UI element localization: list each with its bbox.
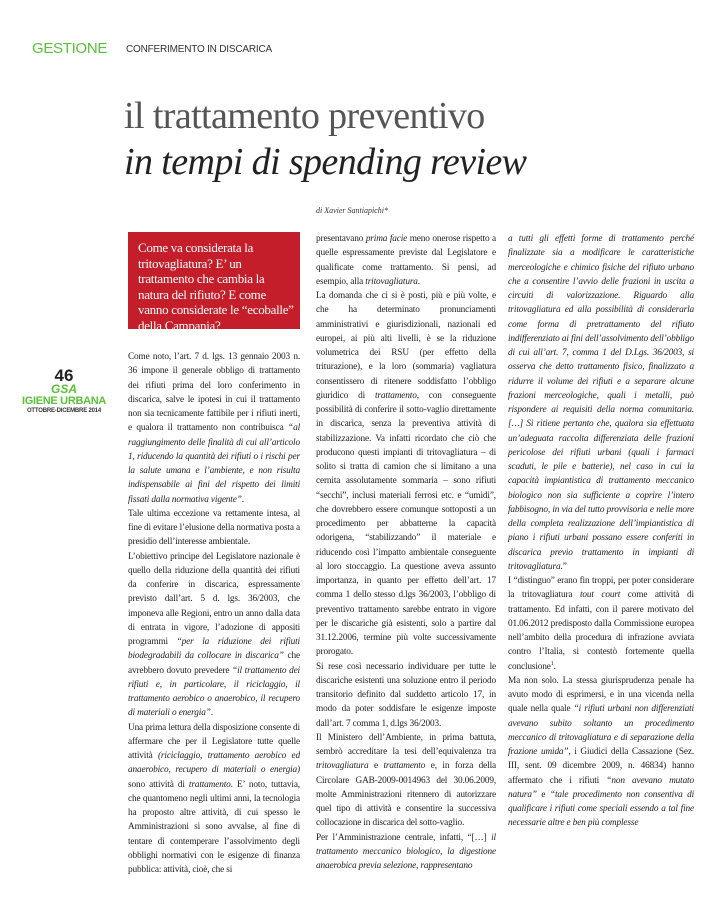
callout-box: Come va considerata la tritovagliatura? E’ un trattamento che cambia la natura del rifiuto? E come vanno considerate le “ecoballe” della Campania? bbox=[128, 232, 300, 329]
emphasis-run: prima facie bbox=[365, 234, 408, 244]
paragraph: Tale ultima eccezione va rettamente intesa, al fine di evitare l’elusione della normativa posta a presidio dell’interesse ambientale. bbox=[128, 508, 300, 548]
page-number: 46 bbox=[54, 366, 74, 385]
paragraph bbox=[316, 289, 496, 660]
emphasis-run: tout court bbox=[579, 590, 621, 601]
text-run: .” bbox=[560, 561, 567, 572]
text-run: meno onerose rispetto a quelle espressamente previste dal Legislatore e qualificate come trattamento. Si pensi, ad esempio, alla bbox=[316, 234, 496, 287]
text-run: e, in forza della Circolare GAB-2009-0014963 del 30.06.2009, molte Amministrazioni ritennero di autorizzare quel tipo di attività e consentire la successiva collocazione in discarica del sotto-vaglio. bbox=[316, 761, 496, 829]
paragraph bbox=[508, 674, 694, 831]
quote-run: “i rifiuti urbani non differenziati avevano subito soltanto un procedimento meccanico di tritovagliatura e di separazione della frazione umida” bbox=[508, 704, 694, 757]
text-run: La domanda che ci si è posti, più e più volte, e che ha determinato pronunciamenti amministrativi e giurisdizionali, nazionali ed europei, ai più alti livelli, è se la riduzione volumetrica dei RSU (per effetto della triturazione), e la loro (sommaria) vagliatura consentissero di ritenere soddisfatto l’obbligo giuridico di bbox=[316, 291, 496, 401]
quote-run: “al raggiungimento delle finalità di cui all’articolo 1, riducendo la quantità dei rifiuti o i rischi per la salute umana e l’ambiente, e non risulta indispensabile ai fini del rispetto dei limiti fissati dalla normativa vigente” bbox=[128, 423, 300, 505]
paragraph bbox=[128, 350, 300, 507]
emphasis-run: trattamento bbox=[188, 779, 231, 790]
quote-run: “non avevano mutato natura” bbox=[508, 775, 694, 800]
quote-run: (riciclaggio, trattamento aerobico ed anaerobico, recupero di materiali o energia) bbox=[128, 751, 300, 776]
paragraph bbox=[316, 731, 496, 831]
text-run: Per l’Amministrazione centrale, infatti, “[…] bbox=[316, 832, 492, 843]
text-run: . E’ noto, tuttavia, che quantomeno negli ultimi anni, la tecnologia ha proposto altre attività, di cui spesso le Amministrazioni si sono avvalse, al fine di tentare di contemperare l’assolvimento degli obblighi normativi con le esigenze di finanza pubblica: attività, cioè, che si bbox=[128, 779, 300, 875]
text-run: Come noto, l’art. 7 d. lgs. 13 gennaio 2003 n. 36 impone il generale obbligo di trattamento dei rifiuti prima del loro conferimento in discarica, salve le ipotesi in cui il trattamento non sia tecnicamente fattibile per i rifiuti inerti, e qualora il trattamento non contribuisca bbox=[128, 352, 300, 434]
text-run: sono attività di bbox=[128, 779, 189, 790]
issue-date: OTTOBRE-DICEMBRE 2014 bbox=[26, 408, 102, 414]
emphasis-run: trattamento bbox=[374, 390, 417, 401]
text-run: che avrebbero dovuto prevedere bbox=[128, 651, 300, 676]
article-title-line1: il trattamento preventivo bbox=[124, 95, 485, 137]
quote-run: a tutti gli effetti forme di trattamento perché finalizzate sia a modificare le caratteristiche merceologiche e chimico fisiche del rifiuto urbano che a consentire l’avvio delle frazioni in uscita a circuiti di valorizzazione. Riguardo alla tritovagliatura ed alla possibilità di considerarla come forma di pretrattamento del rifiuto indifferenziato ai fini dell’assolvimento dell’obbligo di cui all’art. 7, comma 1 del D.Lgs. 36/2003, si osserva che detto trattamento fisico, finalizzato a ridurre il volume dei rifiuti e a separare alcune frazioni merceologiche, quali i metalli, può rispondere ai requisiti della norma comunitaria.[…] Si ritiene pertanto che, qualora sia effettuata un’adeguata raccolta differenziata delle frazioni pericolose dei rifiuti urbani (quali i farmaci scaduti, le pile e batterie), nel caso in cui la capacità impiantistica di trattamento meccanico biologico non sia sufficiente a coprire l’intero fabbisogno, in via del tutto provvisoria e nelle more della completa realizzazione dell’impiantistica di piano i rifiuti urbani possano essere conferiti in discarica previo trattamento in impianti di tritovagliatura bbox=[508, 234, 694, 572]
text-run: presentavano bbox=[316, 234, 366, 244]
text-run: come attività di trattamento. Ed infatti, con il parere motivato del 01.06.2012 predisposto dalla Commissione europea nell’ambito della procedura di infrazione avviata contro l’Italia, si contestò fortemente quella conclusione bbox=[508, 590, 694, 672]
text-run: e bbox=[368, 761, 384, 772]
emphasis-run: tritovagliatura bbox=[316, 761, 369, 772]
paragraph bbox=[316, 831, 496, 874]
paragraph bbox=[128, 721, 300, 878]
quote-run: “tale procedimento non consentiva di qualificare i rifiuti come speciali essendo a tal fine necessarie altre e ben più complesse bbox=[508, 789, 695, 829]
text-run: Il Ministero dell’Ambiente, in prima battuta, sembrò accreditare la tesi dell’equivalenza tra bbox=[316, 732, 496, 757]
body-column-1 bbox=[128, 350, 300, 877]
text-run: Ma non solo. La stessa giurisprudenza penale ha avuto modo di esprimersi, e in una vicenda nella quale nella quale bbox=[508, 675, 694, 715]
magazine-name: IGIENE URBANA bbox=[21, 395, 107, 407]
text-run: Una prima lettura della disposizione consente di affermare che per il Legislatore tutte quelle attività bbox=[128, 722, 300, 761]
quote-run: “per la riduzione dei rifiuti biodegradabili da collocare in discarica” bbox=[128, 637, 300, 662]
text-run: . bbox=[210, 708, 213, 719]
footnote-marker[interactable]: 1 bbox=[550, 660, 554, 667]
text-run: e bbox=[536, 789, 550, 800]
paragraph bbox=[508, 574, 694, 674]
text-run: , con conseguente possibilità di conferire il sotto-vaglio direttamente in discarica, senza la preventiva attività di stabilizzazione. Va infatti ricordato che ciò che producono questi impianti di tritovagliatura – di solito si tratta di camion che si limitano a una cernita assolutamente sommaria – sono rifiuti “secchi”, inclusi materiali ferrosi etc. e “umidi”, che dovrebbero essere comunque sottoposti a un procedimento per abbatterne la capacità odorigena, “stabilizzando” il materiale e riducendo così l’impatto ambientale conseguente al loro stoccaggio. La questione aveva assunto importanza, in quanto per effetto dell’art. 17 comma 1 dello stesso d.lgs 36/2003, l’obbligo di preventivo trattamento sarebbe entrato in vigore per le discariche già esistenti, solo a partire dal 31.12.2006, termine più volte successivamente prorogato. bbox=[316, 390, 496, 658]
emphasis-run: trattamento bbox=[383, 761, 426, 772]
text-run: . bbox=[417, 276, 420, 287]
text-run: I “distinguo” erano fin troppi, per poter considerare la tritovagliatura bbox=[508, 576, 694, 601]
page-badge bbox=[0, 367, 128, 415]
body-column-3 bbox=[508, 232, 694, 831]
text-run: , i Giudici della Cassazione (Sez. III, sent. 09 dicembre 2009, n. 46834) hanno affermato che i rifiuti bbox=[508, 747, 694, 786]
paragraph bbox=[316, 232, 496, 289]
author-byline: di Xavier Santiapichi* bbox=[316, 206, 388, 215]
brand-logo: GSA bbox=[50, 382, 77, 396]
paragraph bbox=[128, 550, 300, 721]
quote-run: “il trattamento dei rifiuti e, in particolare, il riciclaggio, il trattamento aerobico o anaerobico, il recupero di materiali o energia” bbox=[128, 665, 300, 719]
text-run: . bbox=[553, 661, 556, 672]
paragraph bbox=[508, 232, 694, 574]
body-column-2 bbox=[316, 232, 496, 873]
text-run: L’obiettivo principe del Legislatore nazionale è quello della riduzione della quantità dei rifiuti da conferire in discarica, espressamente previsto dall’art. 5 d. lgs. 36/2003, che imponeva alle Regioni, entro un anno dalla data di entrata in vigore, l’adozione di appositi programmi bbox=[128, 551, 300, 647]
section-label: GESTIONE bbox=[32, 40, 108, 57]
article-title-line2: in tempi di spending review bbox=[124, 141, 527, 183]
text-run: . bbox=[241, 494, 244, 505]
paragraph: Si rese così necessario individuare per tutte le discariche esistenti una soluzione entro il periodo transitorio definito dal suddetto articolo 17, in modo da poter soddisfare le esigenze imposte dall’art. 7 comma 1, d.lgs 36/2003. bbox=[316, 661, 496, 729]
topic-label: CONFERIMENTO IN DISCARICA bbox=[126, 44, 272, 55]
quote-run: il trattamento meccanico biologico, la digestione anaerobica previa selezione, rappresentano bbox=[316, 832, 496, 871]
emphasis-run: tritovagliatura bbox=[365, 276, 418, 287]
